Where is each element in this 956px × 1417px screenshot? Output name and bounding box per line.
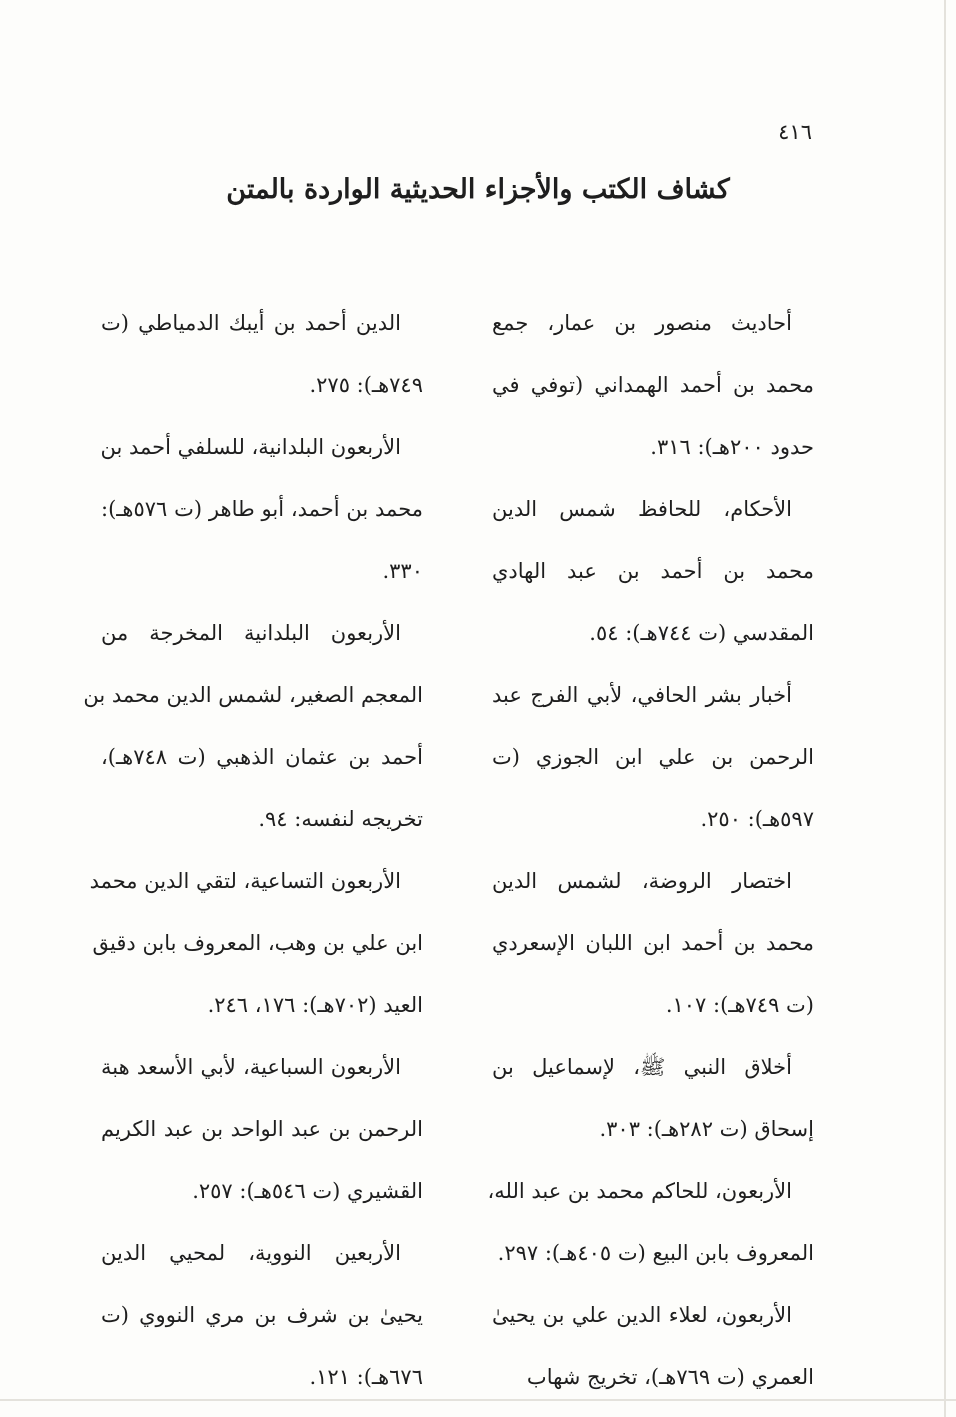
index-entry-line: الأربعون السباعية، لأبي الأسعد هبة: [101, 1055, 401, 1079]
index-entry-line: اختصار الروضة، لشمس الدين: [492, 869, 792, 893]
index-entry-line: الدين أحمد بن أيبك الدمياطي (ت: [101, 311, 401, 335]
index-entry-line: أخبار بشر الحافي، لأبي الفرج عبد: [492, 683, 792, 707]
index-entry-line: (ت ٧٤٩هـ): ١٠٧.: [665, 993, 814, 1017]
index-entry: [492, 664, 814, 850]
index-entry-line: القشيري (ت ٥٤٦هـ): ٢٥٧.: [192, 1179, 423, 1203]
index-entry: [101, 292, 423, 416]
index-entry: [492, 478, 814, 664]
index-entry-line: ابن علي بن وهب، المعروف بابن دقيق: [92, 931, 423, 955]
index-entry-line: محمد بن أحمد الهمداني (توفي في: [492, 373, 814, 397]
index-entry: [492, 1036, 814, 1160]
index-entry-line: الأربعين النووية، لمحيي الدين: [101, 1241, 401, 1265]
index-entry-line: محمد بن أحمد بن عبد الهادي: [492, 559, 814, 583]
index-entry-line: محمد بن أحمد، أبو طاهر (ت ٥٧٦هـ):: [101, 497, 423, 521]
page-edge: [944, 0, 946, 1417]
index-entry-line: ٧٤٩هـ): ٢٧٥.: [309, 373, 423, 397]
index-entry-line: الأربعون البلدانية المخرجة من: [101, 621, 401, 645]
index-entry-line: ٥٩٧هـ): ٢٥٠.: [700, 807, 814, 831]
index-entry-line: محمد بن أحمد ابن اللبان الإسعردي: [492, 931, 814, 955]
index-entry-line: المقدسي (ت ٧٤٤هـ): ٥٤.: [589, 621, 814, 645]
index-entry: [83, 602, 423, 850]
index-entry: [89, 850, 423, 1036]
index-entry-line: العمري (ت ٧٦٩هـ)، تخريج شهاب: [526, 1365, 814, 1389]
index-entry-line: الرحمن بن علي ابن الجوزي (ت: [492, 745, 814, 769]
page-title: كشاف الكتب والأجزاء الحديثية الواردة بالمتن: [226, 174, 730, 205]
index-entry-line: أحمد بن عثمان الذهبي (ت ٧٤٨هـ)،: [101, 745, 423, 769]
index-entry-line: أخلاق النبي ﷺ، لإسماعيل بن: [492, 1055, 792, 1079]
page-number: ٤١٦: [778, 120, 812, 144]
index-entry-line: ٣٣٠.: [382, 559, 423, 583]
index-entry-line: يحيىٰ بن شرف بن مري النووي (ت: [101, 1303, 423, 1327]
index-entry-line: الأربعون البلدانية، للسلفي أحمد بن: [100, 435, 401, 459]
index-column-right: [487, 292, 814, 1408]
index-entry-line: تخريجه لنفسه: ٩٤.: [258, 807, 423, 831]
index-entry: [492, 1284, 814, 1408]
index-entry-line: ٦٧٦هـ): ١٢١.: [309, 1365, 423, 1389]
index-entry-line: الأربعون التساعية، لتقي الدين محمد: [89, 869, 401, 893]
index-entry: [492, 292, 814, 478]
index-entry: [101, 1222, 423, 1408]
index-entry-line: العيد (٧٠٢هـ): ١٧٦، ٢٤٦.: [207, 993, 423, 1017]
index-entry-line: الأربعون، لعلاء الدين علي بن يحيىٰ: [492, 1303, 792, 1327]
index-entry: [492, 850, 814, 1036]
index-entry-line: الأربعون، للحاكم محمد بن عبد الله،: [487, 1179, 792, 1203]
index-entry: [101, 416, 423, 602]
index-entry-line: أحاديث منصور بن عمار، جمع: [492, 311, 792, 335]
index-entry-line: الأحكام، للحافظ شمس الدين: [492, 497, 792, 521]
index-column-left: [83, 292, 423, 1408]
index-entry-line: المعروف بابن البيع (ت ٤٠٥هـ): ٢٩٧.: [497, 1241, 814, 1265]
index-entry-line: الرحمن بن عبد الواحد بن عبد الكريم: [101, 1117, 423, 1141]
index-entry-line: المعجم الصغير، لشمس الدين محمد بن: [83, 683, 423, 707]
index-entry: [487, 1160, 814, 1284]
index-entry-line: حدود ٢٠٠هـ): ٣١٦.: [650, 435, 814, 459]
index-entry: [101, 1036, 423, 1222]
index-entry-line: إسحاق (ت ٢٨٢هـ): ٣٠٣.: [599, 1117, 814, 1141]
